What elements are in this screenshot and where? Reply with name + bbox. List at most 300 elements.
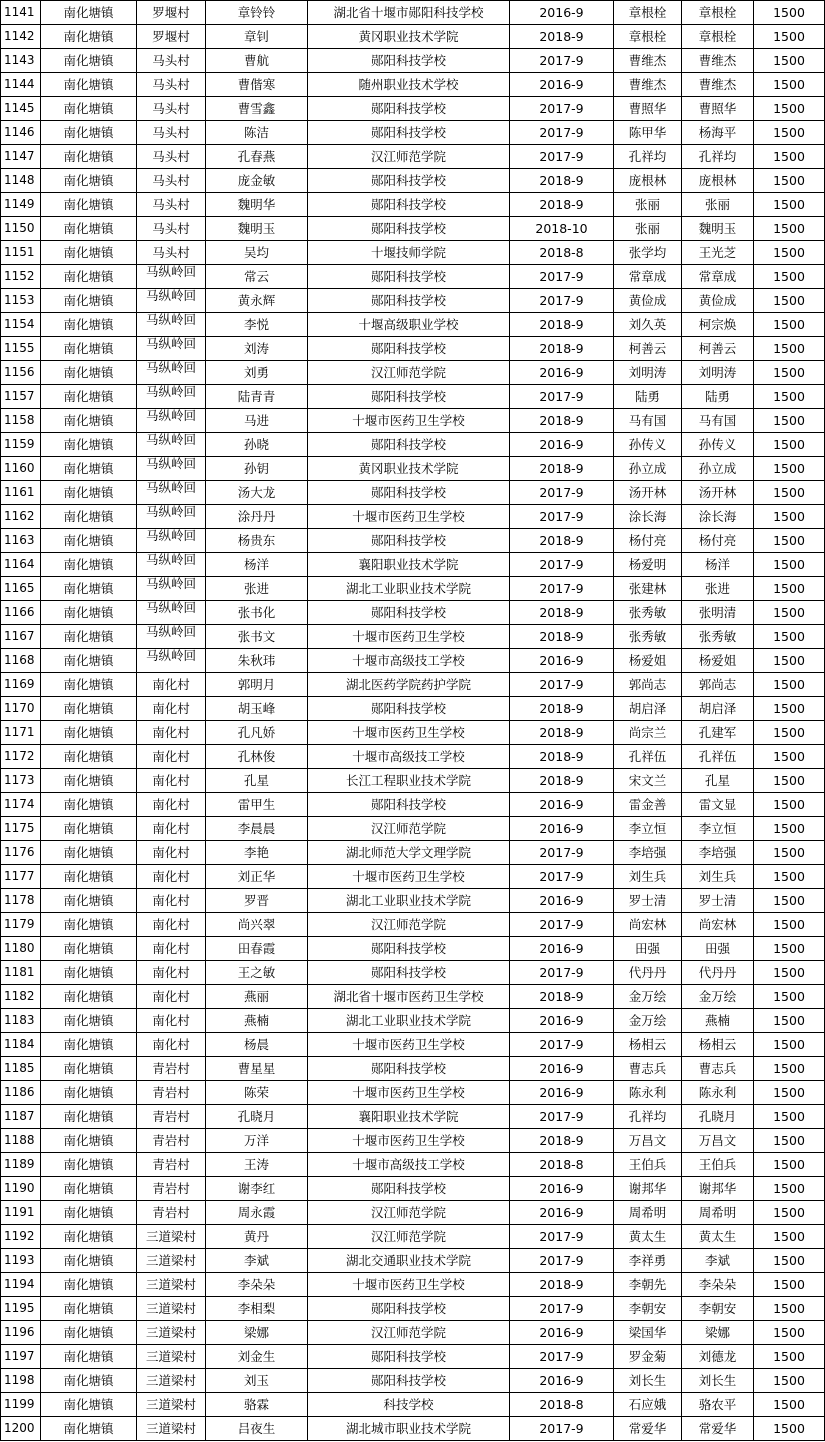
cell-school: 郧阳科技学校 <box>308 193 510 217</box>
cell-payee: 孔晓月 <box>682 1105 754 1129</box>
cell-payee: 李朝安 <box>682 1297 754 1321</box>
table-row <box>1 865 825 889</box>
cell-enroll-date: 2017-9 <box>510 1417 614 1441</box>
table-row <box>1 1321 825 1345</box>
cell-student-name: 杨贵东 <box>206 529 308 553</box>
cell-payee: 魏明玉 <box>682 217 754 241</box>
cell-payee: 刘生兵 <box>682 865 754 889</box>
cell-student-name: 吕夜生 <box>206 1417 308 1441</box>
cell-town: 南化塘镇 <box>41 529 137 553</box>
cell-enroll-date: 2017-9 <box>510 961 614 985</box>
cell-guardian: 罗士清 <box>614 889 682 913</box>
cell-town: 南化塘镇 <box>41 1417 137 1441</box>
cell-enroll-date: 2016-9 <box>510 1081 614 1105</box>
cell-school: 十堰市医药卫生学校 <box>308 505 510 529</box>
cell-village: 青岩村 <box>137 1129 206 1153</box>
cell-student-name: 田春霞 <box>206 937 308 961</box>
cell-student-name: 孔星 <box>206 769 308 793</box>
cell-village: 南化村 <box>137 745 206 769</box>
cell-payee: 谢邦华 <box>682 1177 754 1201</box>
cell-amount: 1500 <box>754 841 825 865</box>
cell-guardian: 雷金善 <box>614 793 682 817</box>
cell-school: 十堰高级职业学校 <box>308 313 510 337</box>
cell-town: 南化塘镇 <box>41 793 137 817</box>
cell-row-number: 1171 <box>1 721 41 745</box>
cell-enroll-date: 2017-9 <box>510 121 614 145</box>
cell-row-number: 1197 <box>1 1345 41 1369</box>
cell-enroll-date: 2017-9 <box>510 1105 614 1129</box>
cell-town: 南化塘镇 <box>41 1 137 25</box>
cell-town: 南化塘镇 <box>41 1033 137 1057</box>
table-row <box>1 625 825 649</box>
cell-village: 南化村 <box>137 769 206 793</box>
table-row <box>1 25 825 49</box>
cell-town: 南化塘镇 <box>41 193 137 217</box>
table-row <box>1 1057 825 1081</box>
cell-guardian: 章根栓 <box>614 25 682 49</box>
cell-guardian: 郭尚志 <box>614 673 682 697</box>
table-row <box>1 121 825 145</box>
cell-amount: 1500 <box>754 337 825 361</box>
cell-payee: 王光芝 <box>682 241 754 265</box>
cell-row-number: 1159 <box>1 433 41 457</box>
cell-student-name: 曹偕寒 <box>206 73 308 97</box>
cell-amount: 1500 <box>754 937 825 961</box>
cell-town: 南化塘镇 <box>41 145 137 169</box>
cell-guardian: 涂长海 <box>614 505 682 529</box>
cell-guardian: 陈甲华 <box>614 121 682 145</box>
cell-town: 南化塘镇 <box>41 625 137 649</box>
cell-row-number: 1186 <box>1 1081 41 1105</box>
cell-school: 郧阳科技学校 <box>308 961 510 985</box>
cell-school: 十堰市医药卫生学校 <box>308 409 510 433</box>
cell-student-name: 刘勇 <box>206 361 308 385</box>
cell-amount: 1500 <box>754 241 825 265</box>
cell-amount: 1500 <box>754 889 825 913</box>
cell-amount: 1500 <box>754 721 825 745</box>
cell-guardian: 刘久英 <box>614 313 682 337</box>
cell-amount: 1500 <box>754 553 825 577</box>
cell-row-number: 1142 <box>1 25 41 49</box>
cell-enroll-date: 2018-9 <box>510 193 614 217</box>
table-row <box>1 1297 825 1321</box>
cell-guardian: 汤开林 <box>614 481 682 505</box>
cell-amount: 1500 <box>754 193 825 217</box>
cell-village: 马纵岭回 <box>137 481 206 505</box>
cell-payee: 王伯兵 <box>682 1153 754 1177</box>
cell-school: 湖北工业职业技术学院 <box>308 1009 510 1033</box>
cell-row-number: 1165 <box>1 577 41 601</box>
cell-school: 汉江师范学院 <box>308 817 510 841</box>
cell-village: 南化村 <box>137 865 206 889</box>
cell-guardian: 孙传义 <box>614 433 682 457</box>
cell-village: 三道梁村 <box>137 1249 206 1273</box>
cell-payee: 燕楠 <box>682 1009 754 1033</box>
table-row <box>1 385 825 409</box>
cell-town: 南化塘镇 <box>41 433 137 457</box>
cell-guardian: 庞根林 <box>614 169 682 193</box>
cell-student-name: 张进 <box>206 577 308 601</box>
cell-guardian: 代丹丹 <box>614 961 682 985</box>
cell-payee: 汤开林 <box>682 481 754 505</box>
cell-row-number: 1161 <box>1 481 41 505</box>
cell-town: 南化塘镇 <box>41 1225 137 1249</box>
cell-enroll-date: 2016-9 <box>510 793 614 817</box>
cell-amount: 1500 <box>754 1345 825 1369</box>
table-row <box>1 265 825 289</box>
cell-enroll-date: 2016-9 <box>510 889 614 913</box>
cell-enroll-date: 2016-9 <box>510 361 614 385</box>
table-row <box>1 1105 825 1129</box>
cell-town: 南化塘镇 <box>41 937 137 961</box>
cell-town: 南化塘镇 <box>41 73 137 97</box>
cell-amount: 1500 <box>754 673 825 697</box>
cell-row-number: 1152 <box>1 265 41 289</box>
table-row <box>1 289 825 313</box>
cell-village: 马头村 <box>137 169 206 193</box>
cell-town: 南化塘镇 <box>41 409 137 433</box>
cell-amount: 1500 <box>754 1393 825 1417</box>
cell-row-number: 1191 <box>1 1201 41 1225</box>
cell-town: 南化塘镇 <box>41 1393 137 1417</box>
cell-guardian: 胡启泽 <box>614 697 682 721</box>
cell-payee: 孔建军 <box>682 721 754 745</box>
cell-school: 郧阳科技学校 <box>308 433 510 457</box>
cell-payee: 曹照华 <box>682 97 754 121</box>
cell-town: 南化塘镇 <box>41 1369 137 1393</box>
cell-enroll-date: 2017-9 <box>510 577 614 601</box>
cell-row-number: 1156 <box>1 361 41 385</box>
cell-town: 南化塘镇 <box>41 745 137 769</box>
cell-town: 南化塘镇 <box>41 265 137 289</box>
cell-payee: 杨相云 <box>682 1033 754 1057</box>
cell-village: 三道梁村 <box>137 1417 206 1441</box>
table-row <box>1 313 825 337</box>
cell-enroll-date: 2018-9 <box>510 457 614 481</box>
cell-row-number: 1179 <box>1 913 41 937</box>
cell-student-name: 吴均 <box>206 241 308 265</box>
cell-town: 南化塘镇 <box>41 361 137 385</box>
cell-amount: 1500 <box>754 313 825 337</box>
table-row <box>1 1225 825 1249</box>
cell-guardian: 柯善云 <box>614 337 682 361</box>
cell-town: 南化塘镇 <box>41 1129 137 1153</box>
cell-school: 郧阳科技学校 <box>308 49 510 73</box>
cell-student-name: 孔春燕 <box>206 145 308 169</box>
cell-amount: 1500 <box>754 601 825 625</box>
table-row <box>1 145 825 169</box>
cell-enroll-date: 2017-9 <box>510 1033 614 1057</box>
cell-guardian: 尚宏林 <box>614 913 682 937</box>
table-row <box>1 1129 825 1153</box>
cell-town: 南化塘镇 <box>41 721 137 745</box>
cell-payee: 周希明 <box>682 1201 754 1225</box>
cell-row-number: 1198 <box>1 1369 41 1393</box>
cell-village: 南化村 <box>137 697 206 721</box>
cell-row-number: 1160 <box>1 457 41 481</box>
cell-row-number: 1169 <box>1 673 41 697</box>
cell-school: 郧阳科技学校 <box>308 169 510 193</box>
cell-amount: 1500 <box>754 1177 825 1201</box>
cell-school: 湖北工业职业技术学院 <box>308 577 510 601</box>
cell-village: 三道梁村 <box>137 1369 206 1393</box>
cell-amount: 1500 <box>754 1225 825 1249</box>
cell-village: 南化村 <box>137 673 206 697</box>
cell-enroll-date: 2016-9 <box>510 649 614 673</box>
cell-amount: 1500 <box>754 97 825 121</box>
cell-town: 南化塘镇 <box>41 1273 137 1297</box>
cell-guardian: 李朝先 <box>614 1273 682 1297</box>
cell-enroll-date: 2018-9 <box>510 697 614 721</box>
cell-village: 马纵岭回 <box>137 289 206 313</box>
cell-student-name: 陈洁 <box>206 121 308 145</box>
cell-enroll-date: 2018-9 <box>510 625 614 649</box>
cell-town: 南化塘镇 <box>41 673 137 697</box>
cell-payee: 曹志兵 <box>682 1057 754 1081</box>
cell-enroll-date: 2018-9 <box>510 409 614 433</box>
cell-amount: 1500 <box>754 697 825 721</box>
cell-guardian: 周希明 <box>614 1201 682 1225</box>
cell-town: 南化塘镇 <box>41 241 137 265</box>
cell-village: 马头村 <box>137 241 206 265</box>
cell-school: 十堰市医药卫生学校 <box>308 865 510 889</box>
cell-student-name: 雷甲生 <box>206 793 308 817</box>
cell-town: 南化塘镇 <box>41 913 137 937</box>
table-row <box>1 673 825 697</box>
cell-amount: 1500 <box>754 817 825 841</box>
cell-payee: 孔祥伍 <box>682 745 754 769</box>
cell-row-number: 1192 <box>1 1225 41 1249</box>
cell-village: 马纵岭回 <box>137 601 206 625</box>
cell-school: 汉江师范学院 <box>308 361 510 385</box>
cell-village: 马纵岭回 <box>137 385 206 409</box>
cell-amount: 1500 <box>754 121 825 145</box>
table-row <box>1 577 825 601</box>
cell-payee: 金万绘 <box>682 985 754 1009</box>
cell-school: 郧阳科技学校 <box>308 601 510 625</box>
cell-town: 南化塘镇 <box>41 769 137 793</box>
cell-student-name: 黄永辉 <box>206 289 308 313</box>
cell-amount: 1500 <box>754 769 825 793</box>
table-row <box>1 1249 825 1273</box>
cell-row-number: 1168 <box>1 649 41 673</box>
cell-guardian: 曹志兵 <box>614 1057 682 1081</box>
table-row <box>1 1417 825 1441</box>
cell-amount: 1500 <box>754 1417 825 1441</box>
cell-row-number: 1154 <box>1 313 41 337</box>
cell-student-name: 周永霞 <box>206 1201 308 1225</box>
cell-row-number: 1141 <box>1 1 41 25</box>
table-row <box>1 913 825 937</box>
cell-guardian: 孔祥均 <box>614 1105 682 1129</box>
cell-school: 湖北省十堰市郧阳科技学校 <box>308 1 510 25</box>
cell-village: 马纵岭回 <box>137 361 206 385</box>
cell-payee: 杨海平 <box>682 121 754 145</box>
cell-town: 南化塘镇 <box>41 1201 137 1225</box>
cell-row-number: 1146 <box>1 121 41 145</box>
cell-school: 十堰技师学院 <box>308 241 510 265</box>
cell-row-number: 1193 <box>1 1249 41 1273</box>
cell-row-number: 1190 <box>1 1177 41 1201</box>
cell-school: 郧阳科技学校 <box>308 1177 510 1201</box>
table-row <box>1 1273 825 1297</box>
cell-village: 三道梁村 <box>137 1321 206 1345</box>
cell-payee: 李斌 <box>682 1249 754 1273</box>
cell-enroll-date: 2016-9 <box>510 1321 614 1345</box>
cell-guardian: 黄太生 <box>614 1225 682 1249</box>
cell-payee: 杨付亮 <box>682 529 754 553</box>
cell-school: 汉江师范学院 <box>308 1201 510 1225</box>
cell-guardian: 常爱华 <box>614 1417 682 1441</box>
cell-guardian: 张秀敏 <box>614 601 682 625</box>
cell-school: 郧阳科技学校 <box>308 289 510 313</box>
cell-row-number: 1177 <box>1 865 41 889</box>
cell-row-number: 1172 <box>1 745 41 769</box>
cell-enroll-date: 2018-9 <box>510 25 614 49</box>
cell-enroll-date: 2018-8 <box>510 1393 614 1417</box>
cell-town: 南化塘镇 <box>41 313 137 337</box>
cell-town: 南化塘镇 <box>41 985 137 1009</box>
cell-student-name: 刘正华 <box>206 865 308 889</box>
cell-enroll-date: 2018-9 <box>510 1273 614 1297</box>
cell-payee: 李培强 <box>682 841 754 865</box>
table-row <box>1 457 825 481</box>
cell-village: 南化村 <box>137 1009 206 1033</box>
cell-school: 襄阳职业技术学院 <box>308 553 510 577</box>
cell-village: 青岩村 <box>137 1177 206 1201</box>
cell-student-name: 郭明月 <box>206 673 308 697</box>
cell-payee: 刘明涛 <box>682 361 754 385</box>
cell-school: 郧阳科技学校 <box>308 1297 510 1321</box>
cell-guardian: 曹维杰 <box>614 49 682 73</box>
cell-school: 郧阳科技学校 <box>308 481 510 505</box>
cell-payee: 田强 <box>682 937 754 961</box>
cell-school: 郧阳科技学校 <box>308 1345 510 1369</box>
cell-guardian: 张学均 <box>614 241 682 265</box>
cell-school: 郧阳科技学校 <box>308 697 510 721</box>
cell-payee: 曹维杰 <box>682 49 754 73</box>
table-row <box>1 961 825 985</box>
cell-school: 十堰市高级技工学校 <box>308 1153 510 1177</box>
table-row <box>1 97 825 121</box>
cell-enroll-date: 2018-8 <box>510 1153 614 1177</box>
cell-guardian: 金万绘 <box>614 985 682 1009</box>
cell-row-number: 1176 <box>1 841 41 865</box>
cell-student-name: 刘涛 <box>206 337 308 361</box>
cell-payee: 骆农平 <box>682 1393 754 1417</box>
cell-payee: 张明清 <box>682 601 754 625</box>
table-row <box>1 697 825 721</box>
cell-row-number: 1173 <box>1 769 41 793</box>
cell-student-name: 章铃铃 <box>206 1 308 25</box>
cell-school: 十堰市医药卫生学校 <box>308 1081 510 1105</box>
cell-student-name: 孙晓 <box>206 433 308 457</box>
cell-guardian: 曹维杰 <box>614 73 682 97</box>
cell-school: 十堰市高级技工学校 <box>308 649 510 673</box>
table-row <box>1 937 825 961</box>
table-row <box>1 553 825 577</box>
cell-school: 十堰市医药卫生学校 <box>308 721 510 745</box>
table-row <box>1 361 825 385</box>
cell-town: 南化塘镇 <box>41 889 137 913</box>
cell-payee: 李朵朵 <box>682 1273 754 1297</box>
cell-student-name: 庞金敏 <box>206 169 308 193</box>
cell-enroll-date: 2017-9 <box>510 481 614 505</box>
cell-town: 南化塘镇 <box>41 169 137 193</box>
cell-amount: 1500 <box>754 505 825 529</box>
cell-enroll-date: 2016-9 <box>510 1369 614 1393</box>
cell-payee: 章根栓 <box>682 1 754 25</box>
cell-row-number: 1158 <box>1 409 41 433</box>
cell-amount: 1500 <box>754 961 825 985</box>
cell-guardian: 杨爱姐 <box>614 649 682 673</box>
cell-school: 湖北工业职业技术学院 <box>308 889 510 913</box>
cell-village: 马头村 <box>137 97 206 121</box>
cell-guardian: 罗金菊 <box>614 1345 682 1369</box>
cell-town: 南化塘镇 <box>41 1321 137 1345</box>
cell-village: 三道梁村 <box>137 1345 206 1369</box>
cell-enroll-date: 2016-9 <box>510 1201 614 1225</box>
cell-amount: 1500 <box>754 1321 825 1345</box>
table-row <box>1 217 825 241</box>
cell-village: 南化村 <box>137 793 206 817</box>
cell-student-name: 燕楠 <box>206 1009 308 1033</box>
table-row <box>1 841 825 865</box>
cell-guardian: 李朝安 <box>614 1297 682 1321</box>
cell-village: 马纵岭回 <box>137 337 206 361</box>
cell-row-number: 1185 <box>1 1057 41 1081</box>
cell-amount: 1500 <box>754 529 825 553</box>
cell-student-name: 谢李红 <box>206 1177 308 1201</box>
cell-amount: 1500 <box>754 49 825 73</box>
cell-student-name: 李斌 <box>206 1249 308 1273</box>
cell-row-number: 1174 <box>1 793 41 817</box>
cell-school: 郧阳科技学校 <box>308 385 510 409</box>
cell-student-name: 李艳 <box>206 841 308 865</box>
cell-student-name: 孔晓月 <box>206 1105 308 1129</box>
cell-village: 马头村 <box>137 217 206 241</box>
cell-village: 南化村 <box>137 937 206 961</box>
table-row <box>1 481 825 505</box>
cell-guardian: 常章成 <box>614 265 682 289</box>
cell-enroll-date: 2018-9 <box>510 169 614 193</box>
cell-payee: 孔祥均 <box>682 145 754 169</box>
cell-row-number: 1167 <box>1 625 41 649</box>
cell-village: 南化村 <box>137 1033 206 1057</box>
cell-town: 南化塘镇 <box>41 577 137 601</box>
cell-amount: 1500 <box>754 385 825 409</box>
cell-school: 长江工程职业技术学院 <box>308 769 510 793</box>
cell-town: 南化塘镇 <box>41 49 137 73</box>
cell-village: 马头村 <box>137 121 206 145</box>
cell-school: 郧阳科技学校 <box>308 1057 510 1081</box>
cell-amount: 1500 <box>754 265 825 289</box>
cell-row-number: 1164 <box>1 553 41 577</box>
table-row <box>1 721 825 745</box>
cell-enroll-date: 2016-9 <box>510 817 614 841</box>
cell-row-number: 1184 <box>1 1033 41 1057</box>
cell-school: 郧阳科技学校 <box>308 217 510 241</box>
cell-amount: 1500 <box>754 409 825 433</box>
cell-village: 三道梁村 <box>137 1297 206 1321</box>
cell-school: 郧阳科技学校 <box>308 529 510 553</box>
cell-payee: 常爱华 <box>682 1417 754 1441</box>
cell-enroll-date: 2018-9 <box>510 1129 614 1153</box>
cell-amount: 1500 <box>754 217 825 241</box>
table-row <box>1 409 825 433</box>
cell-student-name: 张书化 <box>206 601 308 625</box>
cell-village: 南化村 <box>137 961 206 985</box>
